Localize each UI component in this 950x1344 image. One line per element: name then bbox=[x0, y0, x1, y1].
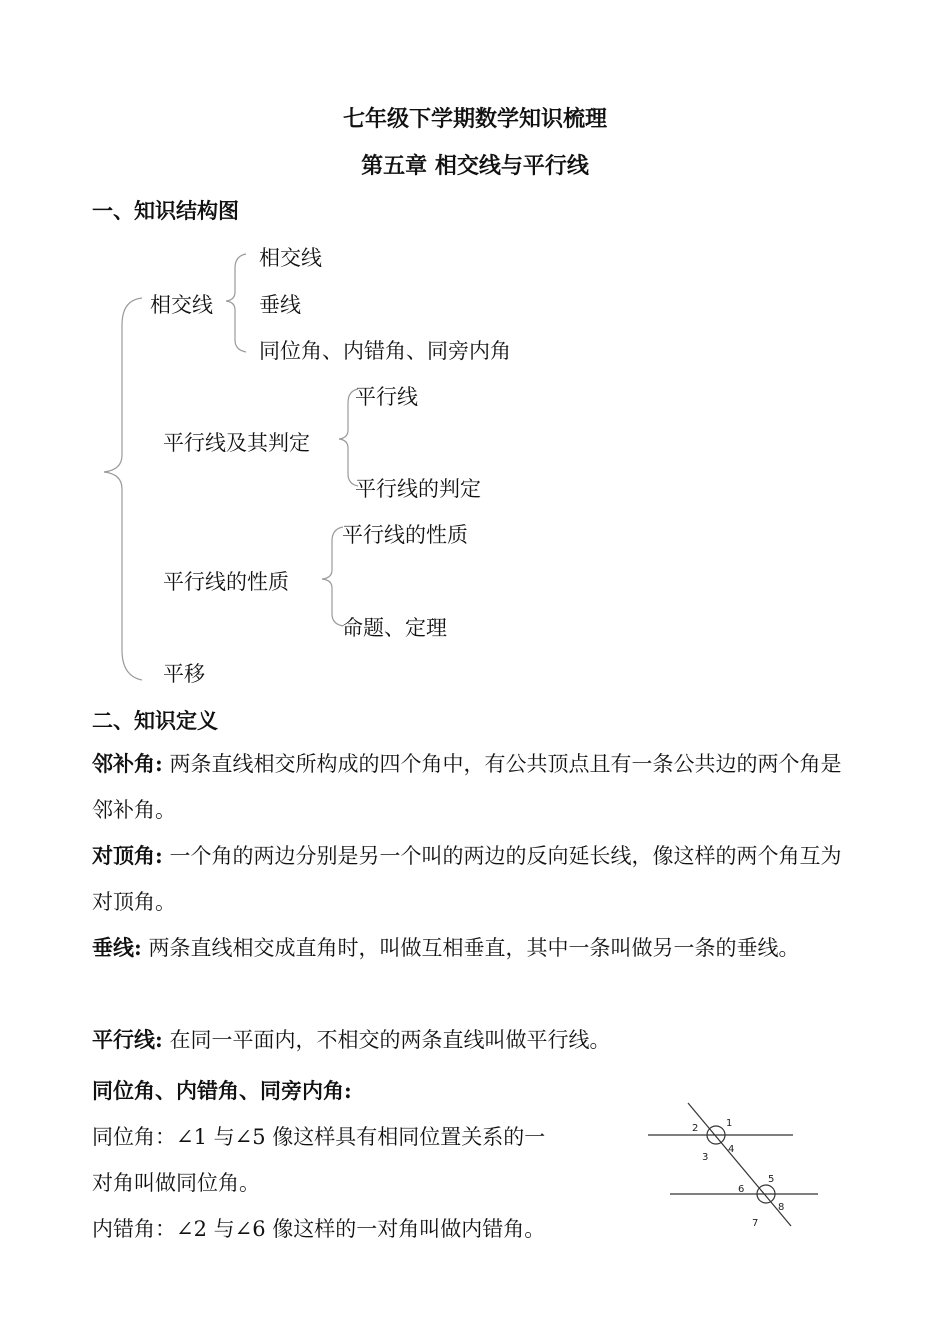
angle-label-4: 4 bbox=[728, 1144, 735, 1155]
angle-label-1: 1 bbox=[726, 1118, 733, 1129]
text-perpendicular: 两条直线相交成直角时，叫做互相垂直，其中一条叫做另一条的垂线。 bbox=[148, 936, 800, 960]
tree-leaf-propositions: 命题、定理 bbox=[342, 616, 447, 640]
angle-label-6: 6 bbox=[738, 1184, 745, 1195]
section-heading-structure: 一、知识结构图 bbox=[92, 198, 239, 223]
term-adjacent-supplementary: 邻补角: bbox=[92, 751, 163, 776]
angle-label-8: 8 bbox=[778, 1202, 785, 1213]
tree-node-parallel-properties: 平行线的性质 bbox=[163, 570, 289, 594]
text-alternate-interior: 内错角：∠2 与∠6 像这样的一对角叫做内错角。 bbox=[92, 1217, 546, 1241]
tree-leaf-angles: 同位角、内错角、同旁内角 bbox=[259, 339, 511, 363]
angle-label-2: 2 bbox=[692, 1123, 699, 1134]
tree-node-translation: 平移 bbox=[163, 662, 205, 686]
tree-leaf-parallel-properties: 平行线的性质 bbox=[342, 523, 468, 547]
chapter-title: 第五章 相交线与平行线 bbox=[361, 153, 589, 179]
transversal bbox=[688, 1103, 791, 1226]
tree-leaf-parallel: 平行线 bbox=[355, 385, 418, 409]
section-heading-definitions: 二、知识定义 bbox=[92, 708, 218, 733]
tree-leaf-parallel-judgment: 平行线的判定 bbox=[355, 477, 481, 501]
term-parallel: 平行线: bbox=[92, 1027, 163, 1052]
text-corresponding-line2: 对角叫做同位角。 bbox=[92, 1171, 260, 1195]
tree-leaf-perpendicular: 垂线 bbox=[259, 293, 301, 317]
angle-label-3: 3 bbox=[702, 1152, 709, 1163]
angle-label-5: 5 bbox=[768, 1174, 775, 1185]
term-perpendicular: 垂线: bbox=[92, 935, 142, 960]
text-vertical-angles: 一个角的两边分别是另一个叫的两边的反向延长线，像这样的两个角互为对顶角。 bbox=[92, 844, 842, 914]
angle-label-7: 7 bbox=[752, 1218, 759, 1229]
tree-leaf-intersecting-lines: 相交线 bbox=[259, 246, 322, 270]
text-parallel: 在同一平面内，不相交的两条直线叫做平行线。 bbox=[169, 1028, 611, 1052]
term-vertical-angles: 对顶角: bbox=[92, 843, 163, 868]
text-adjacent-supplementary: 两条直线相交所构成的四个角中，有公共顶点且有一条公共边的两个角是邻补角。 bbox=[92, 752, 842, 822]
text-corresponding-line1: 同位角：∠1 与∠5 像这样具有相同位置关系的一 bbox=[92, 1125, 546, 1149]
tree-node-parallel-judgment: 平行线及其判定 bbox=[163, 431, 310, 455]
term-angle-types: 同位角、内错角、同旁内角: bbox=[92, 1078, 352, 1103]
page-title: 七年级下学期数学知识梳理 bbox=[342, 106, 607, 132]
tree-node-intersecting: 相交线 bbox=[150, 293, 213, 317]
